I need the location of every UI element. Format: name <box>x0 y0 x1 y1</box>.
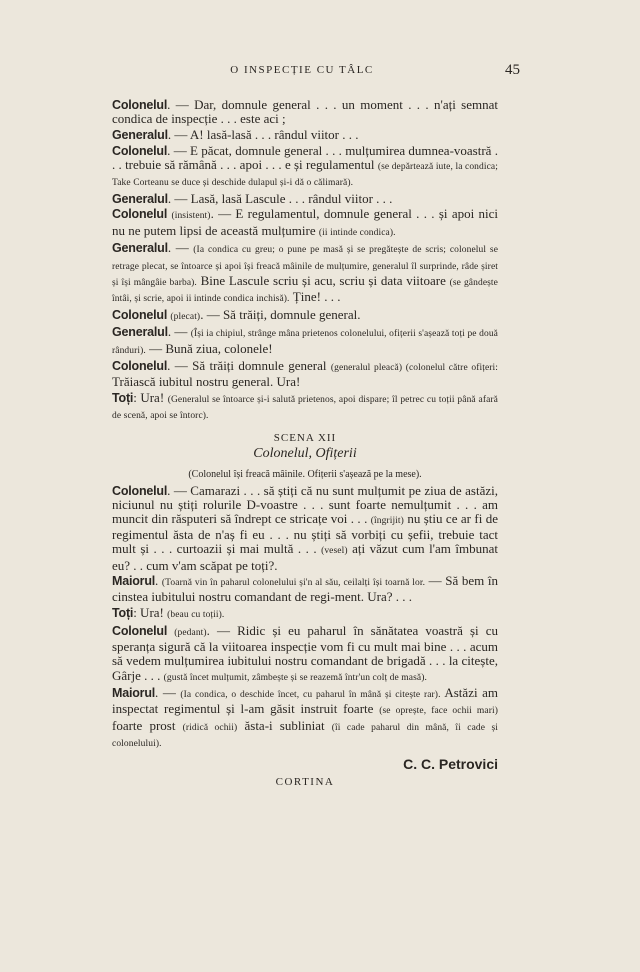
stage-direction: (se oprește, face ochii mari) <box>379 706 498 717</box>
dialogue-paragraph <box>112 484 498 573</box>
stage-direction: (se depărtează iute, la condica; Take Corteanu se duce și deschide dulapul și-i dă o călimară). <box>112 161 498 189</box>
dialogue-paragraph <box>112 325 498 357</box>
speaker-name: Colonelul <box>112 623 168 638</box>
stage-direction: (pedant) <box>174 627 207 638</box>
speaker-name: Generalul <box>112 127 168 142</box>
dialogue-text: . — <box>167 240 194 256</box>
speaker-name: Colonelul <box>112 483 168 498</box>
author-signature: C. C. Petrovici <box>403 755 498 772</box>
stage-direction: (generalul pleacă) (colonelul către ofițeri: <box>330 363 498 374</box>
curtain-label: CORTINA <box>275 775 335 788</box>
dialogue-text: . — <box>167 324 191 340</box>
dialogue-text: Bine Lascule scriu și acu, scriu și data viitoare <box>196 272 450 288</box>
dialogue-text: . — Ridic și eu paharul în sănătatea voastră și cu speranța sigură că la viitoarea inspecție vom fi cu mult mai bine . . . acum să vedem mulțumirea iubitului nostru comandant de brigadă . . . la citește, Gârje . . . <box>112 622 499 683</box>
stage-direction: (ridică ochii) <box>182 722 238 733</box>
dialogue-paragraph <box>112 98 498 126</box>
dialogue-paragraph <box>112 391 498 423</box>
stage-direction: (ii intinde condica). <box>318 227 396 238</box>
dialogue-text: nu știu ce ar fi de regimentul ăsta de n'aș fi eu . . . nu știți să vorbiți cu șefii, trebuie tact mult și . . . curtoazii și mai multă . . . <box>112 510 498 557</box>
page-number: 45 <box>505 62 520 78</box>
dialogue-text: Trăiască iubitul nostru general. Ura! <box>112 374 301 390</box>
running-title: O INSPECȚIE CU TÂLC <box>230 64 374 76</box>
scene-heading: SCENA XII <box>273 431 337 444</box>
stage-direction: (Toarnă vin în paharul colonelului și'n al său, ceilalți își toarnă lor. <box>161 578 426 589</box>
speaker-name: Maiorul <box>112 574 156 589</box>
dialogue-text: : Ura! <box>133 390 168 406</box>
dialogue-text: . — Camarazi . . . să știți că nu sunt mulțumit pe ziua de astăzi, niciunul nu știți rolurile D-voastre . . . sunt foarte nemulțumit . . . am muncit din răsputeri să îndrept ce stricațe voi . . . <box>112 482 498 526</box>
dialogue-paragraph <box>112 192 498 206</box>
page-header <box>0 62 640 82</box>
dialogue-paragraph <box>112 624 498 685</box>
stage-direction: (gustă încet mulțumit, zâmbește și se reazemă într'un colț de masă). <box>163 672 427 683</box>
dialogue-paragraph <box>112 241 498 306</box>
dialogue-text: Astăzi am inspectat regimentul și l-am găsit instruit foarte <box>112 685 498 717</box>
dialogue-text: . — Să trăiți, domnule general. <box>200 306 361 322</box>
dialogue-text: — Bună ziua, colonele! <box>145 340 273 356</box>
stage-direction: (insistent) <box>171 211 211 222</box>
stage-direction: (Generalul se întoarce și-i salută prietenos, apoi dispare; îl petrec cu toții până afară de scenă, apoi se întorc). <box>112 395 498 422</box>
dialogue-paragraph <box>112 308 498 324</box>
stage-direction: (beau cu toții). <box>167 610 225 621</box>
dialogue-text: . — Să trăiți domnule general <box>167 358 331 374</box>
stage-direction: (îngrijit) <box>370 515 404 526</box>
stage-direction: (se gândește întâi, și scrie, apoi ii intinde condica inchisă). <box>112 277 498 304</box>
dialogue-text: . — <box>155 685 181 701</box>
dialogue-text: ăsta-i subliniat <box>237 717 332 733</box>
speaker-name: Toți <box>112 391 134 406</box>
dialogue-text: . — E păcat, domnule general . . . mulțumirea dumnea-voastră . . . trebuie să rămână . . . apoi . . . e și regulamentul <box>112 142 498 172</box>
stage-direction: (Ia condica, o deschide încet, cu paharul în mână și citește rar). <box>180 690 441 701</box>
speaker-name: Maiorul <box>112 686 156 701</box>
speaker-name: Colonelul <box>112 307 168 322</box>
dialogue-paragraph <box>112 207 498 239</box>
dialogue-text: foarte prost <box>112 717 183 733</box>
dialogue-text: ați văzut cum l'am îmbunat eu? . . cum v'am scăpat pe toți?. <box>112 541 498 573</box>
dialogue-paragraph <box>112 144 498 191</box>
dialogue-block-scene-xi <box>112 98 498 424</box>
speaker-name: Generalul <box>112 325 168 340</box>
speaker-name: Colonelul <box>112 98 168 112</box>
dialogue-paragraph <box>112 359 498 389</box>
dialogue-text: Ține! . . . <box>289 288 341 304</box>
dialogue-text: . <box>155 573 162 589</box>
stage-direction: (vesel) <box>321 546 348 557</box>
speaker-name: Colonelul <box>112 207 168 222</box>
dialogue-text: . — A! lasă-lasă . . . rândul viitor . . . <box>167 126 359 142</box>
dialogue-text: — Să bem în cinstea iubitului nostru comandant de regi-ment. Ura? . . . <box>112 573 499 605</box>
speaker-name: Colonelul <box>112 359 168 374</box>
speaker-name: Generalul <box>112 191 168 206</box>
dialogue-paragraph <box>112 686 498 751</box>
stage-direction: (îi cade paharul din mână, îi cade și colonelului). <box>112 722 498 749</box>
speaker-name: Generalul <box>112 241 168 256</box>
dialogue-text: : Ura! <box>133 605 168 621</box>
speaker-name: Colonelul <box>112 143 168 158</box>
text-body <box>112 98 498 788</box>
dialogue-text: . — E regulamentul, domnule general . . . și apoi nici nu ne putem lipsi de această mulțumire <box>112 206 498 238</box>
stage-direction: (Ia condica cu greu; o pune pe masă și se pregătește de scris; colonelul se retrage plecat, se întoarce și apoi își freacă mâinile de mulțumire, generalul îl surprinde, râde șiret și își mângâie barba). <box>112 245 499 288</box>
scene-characters: Colonelul, Ofițerii <box>253 445 357 461</box>
stage-direction: (Își ia chipiul, strânge mâna prietenos colonelului, ofițerii s'așează toți pe două rânduri). <box>112 329 498 356</box>
dialogue-paragraph <box>112 606 498 622</box>
dialogue-paragraph <box>112 128 498 142</box>
dialogue-paragraph <box>112 574 498 604</box>
scene-stage-direction: (Colonelul își freacă mâinile. Ofițerii s'așează pe la mese). <box>188 468 422 480</box>
speaker-name: Toți <box>112 606 134 621</box>
stage-direction: (plecat) <box>170 311 201 322</box>
dialogue-text: . — Lasă, lasă Lascule . . . rândul viitor . . . <box>167 190 393 206</box>
dialogue-block-scene-xii <box>112 484 498 751</box>
dialogue-text: . — Dar, domnule general . . . un moment . . . n'ați semnat condica de inspecție . . . este aci ; <box>112 97 498 127</box>
